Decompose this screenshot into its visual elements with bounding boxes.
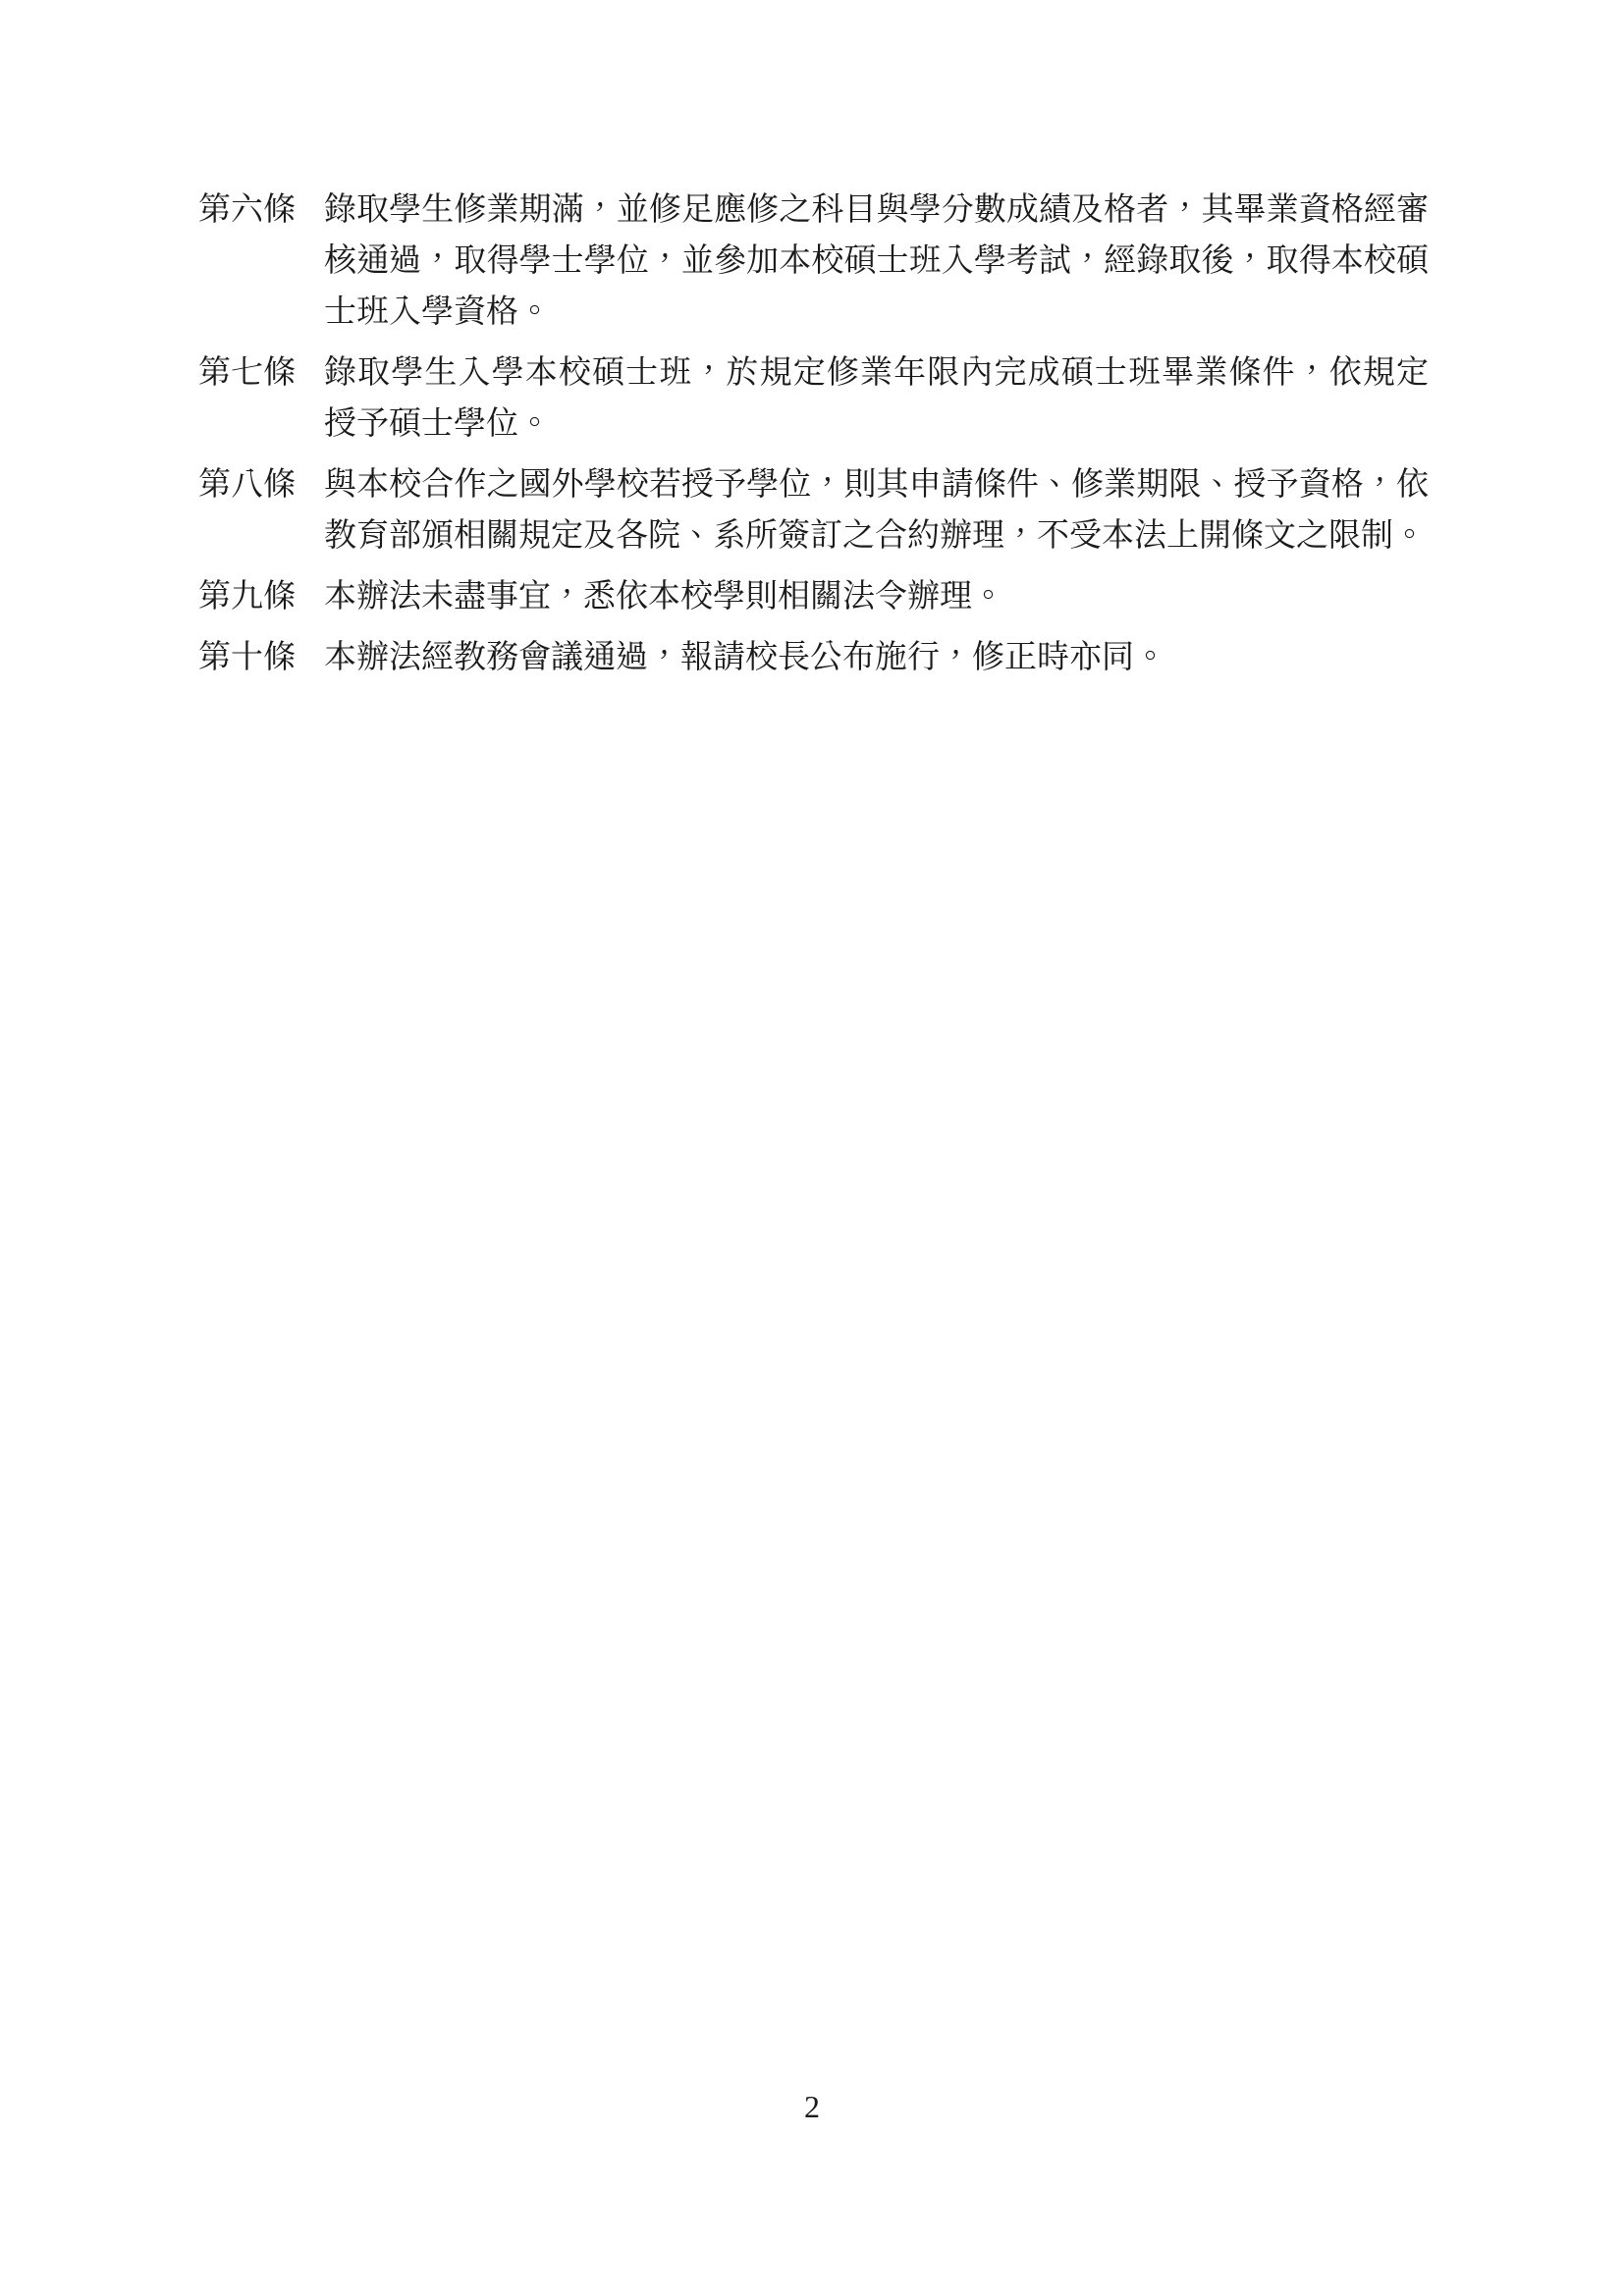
article-label: 第七條 (198, 355, 296, 391)
article-label: 第八條 (198, 467, 296, 503)
article-row-8 (198, 459, 1429, 561)
article-text-line: 與本校合作之國外學校若授予學位，則其申請條件、修業期限、授予資格，依 (324, 467, 1429, 503)
article-body (324, 571, 1429, 622)
article-text-line: 士班入學資格。 (324, 294, 551, 330)
article-row-9 (198, 571, 1429, 622)
article-label: 第九條 (198, 579, 296, 614)
article-label: 第十條 (198, 640, 296, 675)
article-text-line: 核通過，取得學士學位，並參加本校碩士班入學考試，經錄取後，取得本校碩 (324, 243, 1429, 279)
article-text-line: 錄取學生入學本校碩士班，於規定修業年限內完成碩士班畢業條件，依規定 (324, 355, 1429, 391)
articles-section (198, 185, 1429, 693)
article-body (324, 347, 1429, 450)
article-text-line: 授予碩士學位。 (324, 406, 551, 442)
article-row-10 (198, 632, 1429, 683)
article-label: 第六條 (198, 192, 296, 228)
article-row-6 (198, 185, 1429, 338)
article-text-line: 錄取學生修業期滿，並修足應修之科目與學分數成績及格者，其畢業資格經審 (324, 192, 1429, 228)
article-body (324, 632, 1429, 683)
article-text-line: 教育部頒相關規定及各院、系所簽訂之合約辦理，不受本法上開條文之限制。 (324, 518, 1426, 554)
article-body (324, 459, 1429, 561)
article-text-line: 本辦法經教務會議通過，報請校長公布施行，修正時亦同。 (324, 640, 1166, 675)
article-text-line: 本辦法未盡事宜，悉依本校學則相關法令辦理。 (324, 579, 1004, 614)
article-row-7 (198, 347, 1429, 450)
article-body (324, 185, 1429, 338)
page-number: 2 (804, 2089, 820, 2124)
